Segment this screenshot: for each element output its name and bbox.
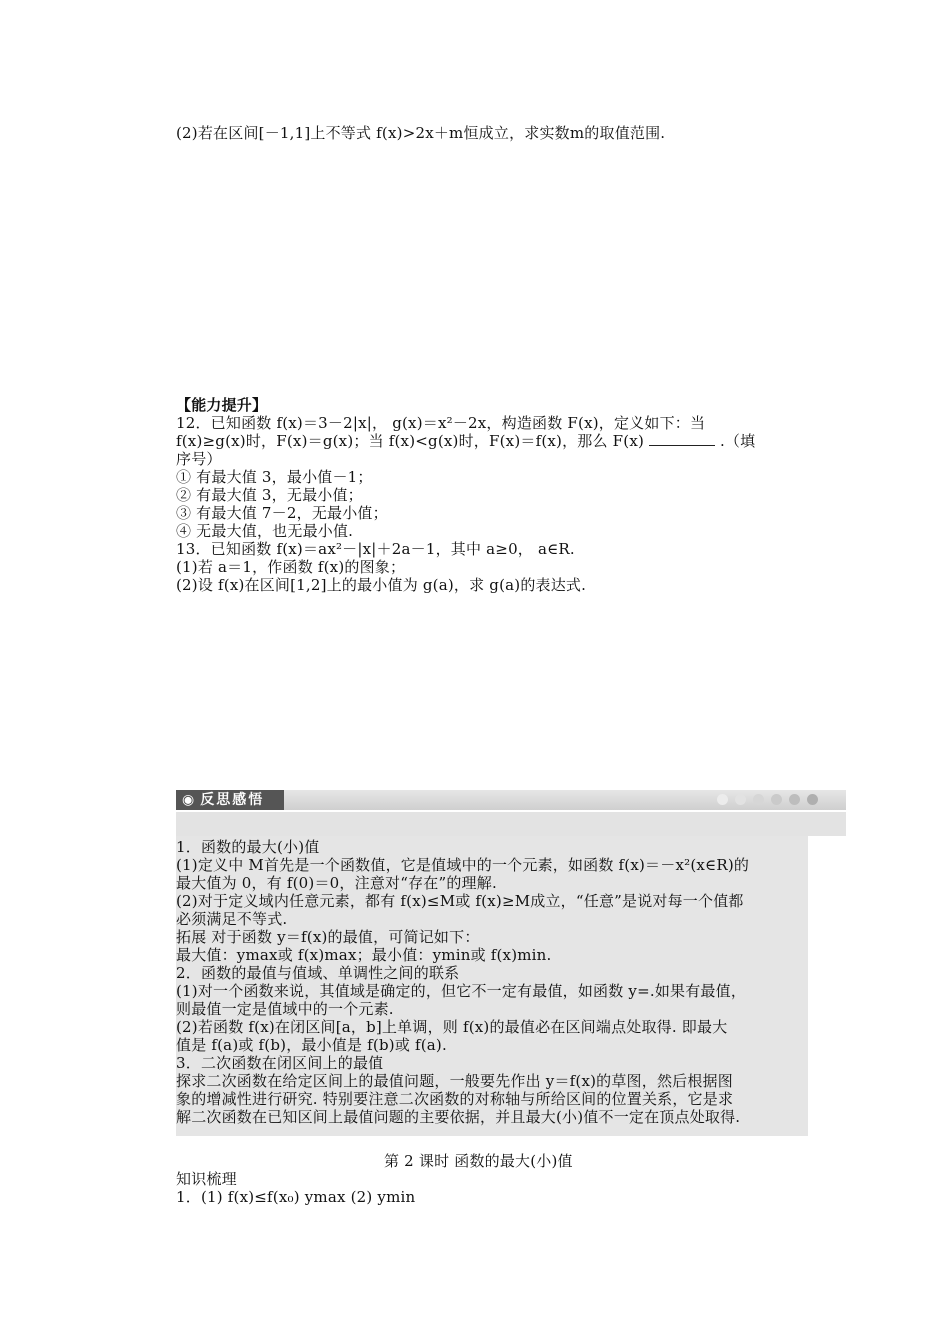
question-13-part1: (1)若 a＝1，作函数 f(x)的图象； xyxy=(176,558,406,576)
reflection-banner xyxy=(176,790,846,810)
answers-title: 第 2 课时 函数的最大(小)值 xyxy=(384,1152,573,1170)
reflection-line: 1．函数的最大(小)值 xyxy=(176,838,320,856)
dot-icon xyxy=(807,794,818,805)
banner-strip xyxy=(176,812,846,836)
dot-icon xyxy=(717,794,728,805)
option-3: ③ 有最大值 7－2，无最小值； xyxy=(176,504,388,522)
dot-icon xyxy=(735,794,746,805)
question-11-part2: (2)若在区间[－1,1]上不等式 f(x)>2x＋m恒成立，求实数m的取值范围. xyxy=(176,124,666,142)
dot-icon xyxy=(771,794,782,805)
reflection-line: (2)对于定义域内任意元素，都有 f(x)≤M或 f(x)≥M成立，“任意”是说对每一个值都 xyxy=(176,892,744,910)
question-12-line1: 12．已知函数 f(x)＝3－2|x|， g(x)＝x²－2x，构造函数 F(x)，定义如下：当 xyxy=(176,414,706,432)
dot-icon xyxy=(753,794,764,805)
question-13-part2: (2)设 f(x)在区间[1,2]上的最小值为 g(a)，求 g(a)的表达式. xyxy=(176,576,587,594)
option-2: ② 有最大值 3，无最小值； xyxy=(176,486,363,504)
reflection-line: 最大值为 0，有 f(0)＝0，注意对“存在”的理解. xyxy=(176,874,497,892)
question-12-line3: 序号） xyxy=(176,450,222,468)
question-12-line2-tail: .（填 xyxy=(719,432,756,450)
reflection-line: 解二次函数在已知区间上最值问题的主要依据，并且最大(小)值不一定在顶点处取得. xyxy=(176,1108,741,1126)
reflection-line: 则最值一定是值域中的一个元素. xyxy=(176,1000,394,1018)
reflection-line: (1)定义中 M首先是一个函数值，它是值域中的一个元素，如函数 f(x)＝－x²(x∈R)的 xyxy=(176,856,750,874)
ability-heading: 【能力提升】 xyxy=(176,396,268,414)
reflection-line: 2．函数的最值与值域、单调性之间的联系 xyxy=(176,964,460,982)
question-13-line1: 13．已知函数 f(x)＝ax²－|x|＋2a－1，其中 a≥0， a∈R. xyxy=(176,540,575,558)
option-1: ① 有最大值 3，最小值－1； xyxy=(176,468,373,486)
answers-subtitle: 知识梳理 xyxy=(176,1170,237,1188)
reflection-line: (1)对一个函数来说，其值域是确定的，但它不一定有最值，如函数 y=.如果有最值， xyxy=(176,982,747,1000)
reflection-line: (2)若函数 f(x)在闭区间[a，b]上单调，则 f(x)的最值必在区间端点处取得. 即最大 xyxy=(176,1018,728,1036)
dot-icon xyxy=(789,794,800,805)
reflection-banner-label xyxy=(176,790,284,810)
bullet-circle-icon: ◉ xyxy=(182,792,197,808)
reflection-line: 拓展 对于函数 y＝f(x)的最值，可简记如下： xyxy=(176,928,480,946)
reflection-line: 探求二次函数在给定区间上的最值问题，一般要先作出 y＝f(x)的草图，然后根据图 xyxy=(176,1072,733,1090)
reflection-line: 值是 f(a)或 f(b)，最小值是 f(b)或 f(a). xyxy=(176,1036,447,1054)
reflection-line: 必须满足不等式. xyxy=(176,910,288,928)
reflection-line: 最大值：ymax或 f(x)max；最小值：ymin或 f(x)min. xyxy=(176,946,552,964)
decorative-dots xyxy=(710,794,818,813)
reflection-title: 反思感悟 xyxy=(200,792,265,808)
reflection-line: 象的增减性进行研究. 特别要注意二次函数的对称轴与所给区间的位置关系，它是求 xyxy=(176,1090,734,1108)
answers-line1: 1．(1) f(x)≤f(x₀) ymax (2) ymin xyxy=(176,1188,416,1206)
option-4: ④ 无最大值，也无最小值. xyxy=(176,522,354,540)
reflection-line: 3．二次函数在闭区间上的最值 xyxy=(176,1054,384,1072)
answer-blank xyxy=(649,432,715,446)
question-12-line2-text: f(x)≥g(x)时，F(x)＝g(x)；当 f(x)<g(x)时，F(x)＝f(x)，那么 F(x) xyxy=(176,432,645,450)
question-12-line2 xyxy=(176,432,755,450)
